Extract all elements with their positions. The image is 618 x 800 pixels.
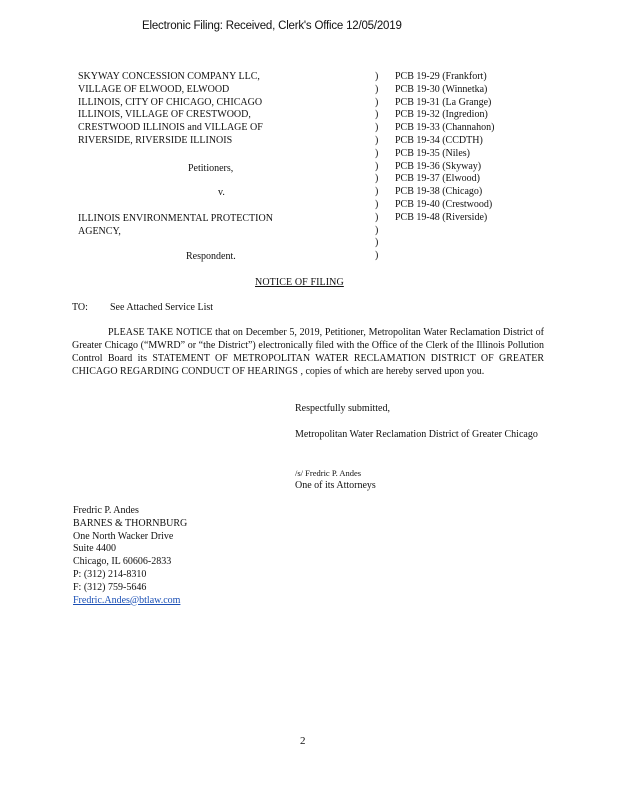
paren: ) [375,186,379,198]
notice-title: NOTICE OF FILING [255,277,344,288]
paren: ) [375,122,379,134]
attorney-email-link[interactable]: Fredric.Andes@btlaw.com [73,594,181,606]
attorney-phone: P: (312) 214-8310 [73,569,147,580]
case-number: PCB 19-30 (Winnetka) [395,83,488,95]
paren: ) [375,199,379,210]
case-number: PCB 19-34 (CCDTH) [395,135,483,146]
paren: ) [375,135,379,146]
paren: ) [375,71,379,82]
petitioners-line: ILLINOIS, CITY OF CHICAGO, CHICAGO [78,96,263,108]
versus-label: v. [218,187,225,198]
petitioners-label: Petitioners, [188,163,234,174]
paren: ) [375,96,379,108]
paren: ) [375,147,379,159]
petitioners-line: ILLINOIS, VILLAGE OF CRESTWOOD, [78,109,251,121]
paren: ) [375,237,379,249]
respondent-line: ILLINOIS ENVIRONMENTAL PROTECTION [78,213,273,224]
petitioners-line: CRESTWOOD ILLINOIS and VILLAGE OF [78,122,263,134]
attorney-fax: F: (312) 759-5646 [73,581,147,593]
to-label: TO: [72,302,88,313]
attorney-firm: BARNES & THORNBURG [73,517,188,529]
attorney-suite: Suite 4400 [73,543,117,555]
signature-role: One of its Attorneys [295,480,376,491]
case-number: PCB 19-37 (Elwood) [395,173,480,185]
paren: ) [375,173,379,185]
case-number: PCB 19-32 (Ingredion) [395,109,488,121]
petitioners-line: VILLAGE OF ELWOOD, ELWOOD [78,83,230,95]
case-number: PCB 19-31 (La Grange) [395,96,492,108]
respondent-line: AGENCY, [78,226,121,237]
attorney-street: One North Wacker Drive [73,530,174,542]
case-number: PCB 19-48 (Riverside) [395,211,488,223]
electronic-filing-stamp: Electronic Filing: Received, Clerk's Office 12/05/2019 [142,20,402,32]
case-number: PCB 19-40 (Crestwood) [395,199,493,210]
petitioners-line: SKYWAY CONCESSION COMPANY LLC, [78,71,260,82]
page-number: 2 [300,735,306,747]
paren: ) [375,109,379,121]
paren: ) [375,160,379,172]
signature-closing: Respectfully submitted, [295,403,390,414]
case-number: PCB 19-29 (Frankfort) [395,71,487,82]
respondent-label: Respondent. [186,251,236,262]
caption-parties [78,71,368,271]
attorney-name: Fredric P. Andes [73,505,139,516]
case-number: PCB 19-33 (Channahon) [395,122,495,134]
case-number: PCB 19-35 (Niles) [395,147,470,159]
attorney-city: Chicago, IL 60606-2833 [73,556,172,568]
petitioners-line: RIVERSIDE, RIVERSIDE ILLINOIS [78,135,233,146]
signature-signed: /s/ Fredric P. Andes [295,468,362,478]
paren: ) [375,211,379,223]
to-recipient: See Attached Service List [110,302,214,313]
paren: ) [375,83,379,95]
case-number: PCB 19-38 (Chicago) [395,186,483,198]
case-number: PCB 19-36 (Skyway) [395,160,482,172]
paren: ) [375,224,379,236]
case-number-list [395,71,595,271]
caption-parentheses [375,71,387,271]
paren: ) [375,250,379,262]
signature-organization: Metropolitan Water Reclamation District of Greater Chicago [295,429,538,440]
notice-body: PLEASE TAKE NOTICE that on December 5, 2019, Petitioner, Metropolitan Water Reclamation District of Greater Chicago (“MWRD” or “the District”) electronically filed with the Office of the Clerk of the Illinois Pollution Control Board its STATEMENT OF METROPOLITAN WATER RECLAMATION DISTRICT OF GREATER CHICAGO REGARDING CONDUCT OF HEARINGS , copies of which are hereby served upon you. [72,327,544,377]
